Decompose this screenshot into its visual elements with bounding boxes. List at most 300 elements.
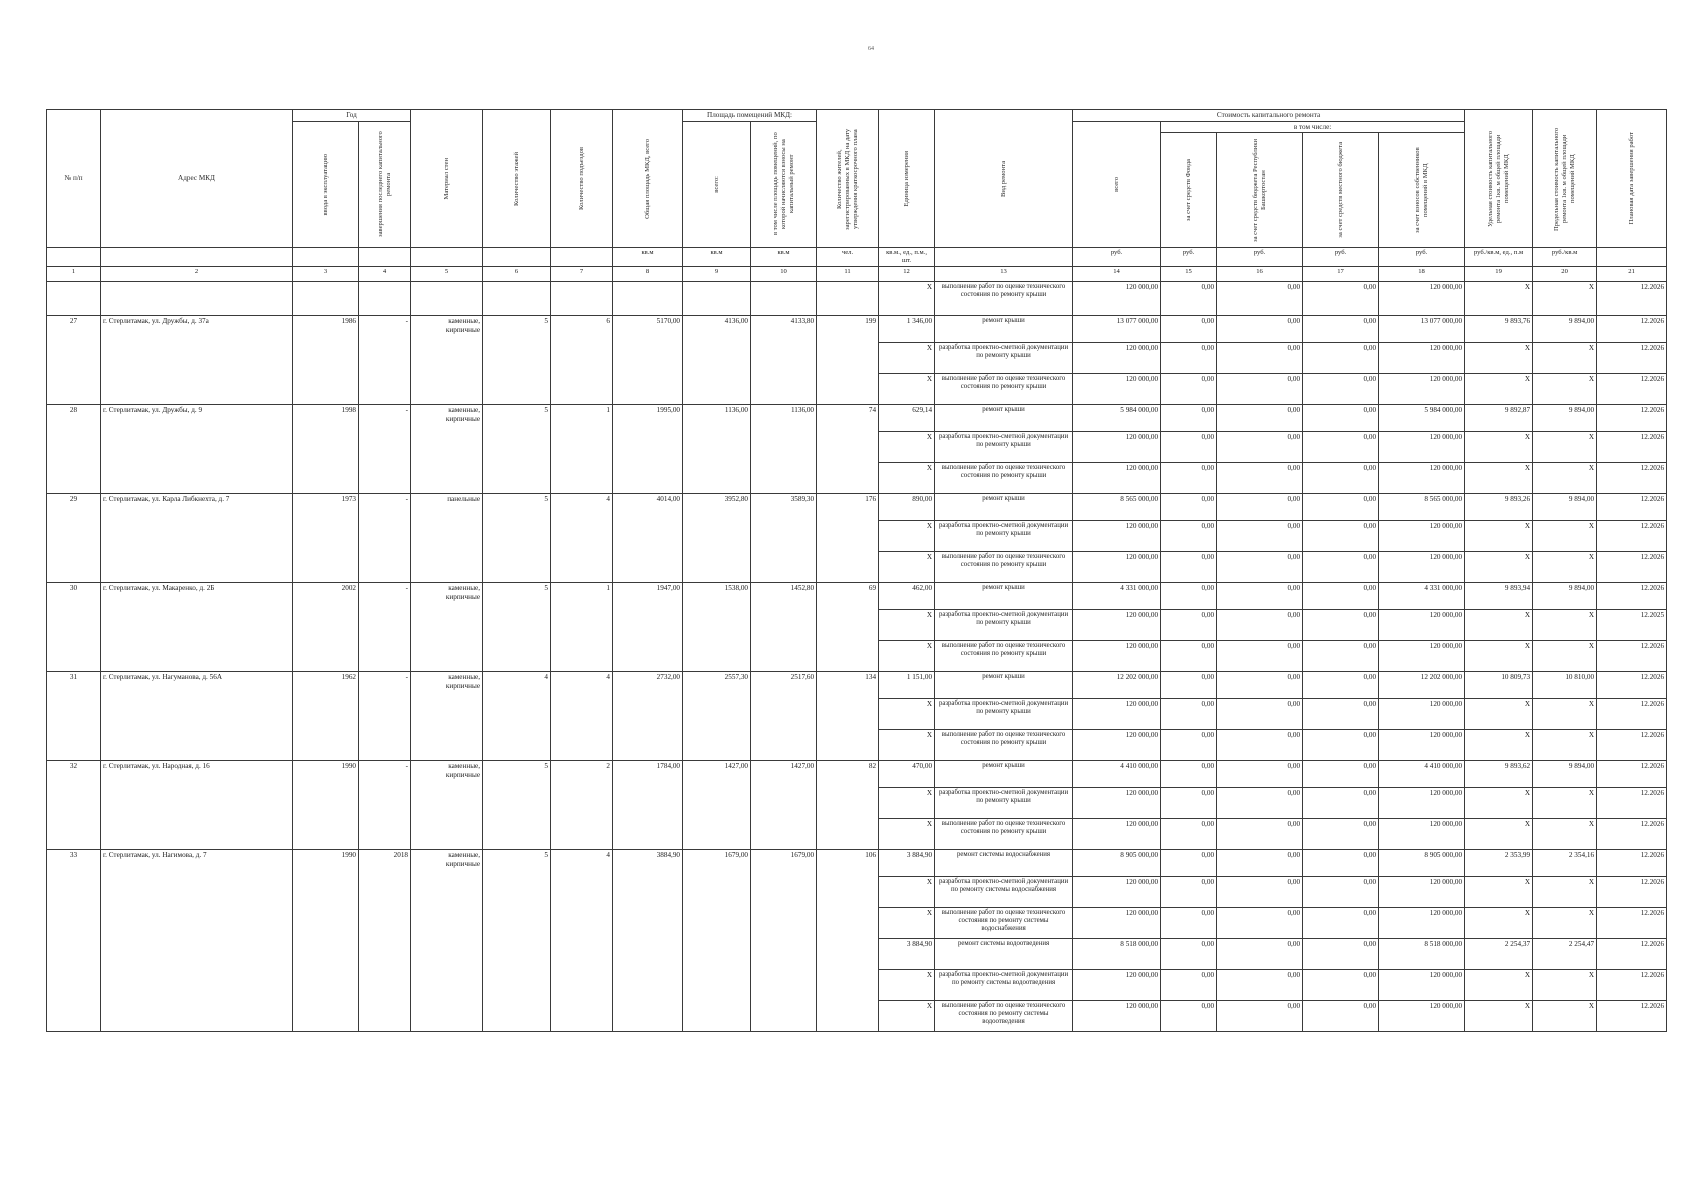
- work-unit-value: X: [879, 374, 935, 405]
- wall-material: каменные, кирпичные: [411, 761, 483, 850]
- header-cost-local: за счет средств местного бюджета: [1303, 133, 1379, 248]
- table-row: [47, 583, 1667, 610]
- table-row: [47, 494, 1667, 521]
- deadline-date: 12.2026: [1597, 699, 1667, 730]
- work-unit-value: X: [879, 908, 935, 939]
- year-last-repair: -: [359, 583, 411, 672]
- residents-count: 69: [817, 583, 879, 672]
- specific-cost: 10 809,73: [1465, 672, 1533, 699]
- cost-total: 120 000,00: [1073, 641, 1161, 672]
- cost-fund: 0,00: [1161, 1001, 1217, 1032]
- work-unit-value: 462,00: [879, 583, 935, 610]
- cost-republic: 0,00: [1217, 463, 1303, 494]
- header-premises-group: Площадь помещений МКД:: [683, 110, 817, 122]
- entrances-count: 6: [551, 316, 613, 405]
- floors-count: 5: [483, 494, 551, 583]
- limit-cost: 9 894,00: [1533, 761, 1597, 788]
- cost-republic: 0,00: [1217, 877, 1303, 908]
- year-last-repair: -: [359, 761, 411, 850]
- entrances-count: 4: [551, 494, 613, 583]
- cost-local: 0,00: [1303, 583, 1379, 610]
- total-area: 1995,00: [613, 405, 683, 494]
- header-year-commission: ввода в эксплуатацию: [293, 121, 359, 248]
- cost-fund: 0,00: [1161, 343, 1217, 374]
- limit-cost: X: [1533, 1001, 1597, 1032]
- floors-count: 5: [483, 405, 551, 494]
- cost-republic: 0,00: [1217, 405, 1303, 432]
- cost-owners: 120 000,00: [1379, 641, 1465, 672]
- cost-local: 0,00: [1303, 552, 1379, 583]
- table-row: [47, 761, 1667, 788]
- work-unit-value: X: [879, 819, 935, 850]
- deadline-date: 12.2026: [1597, 761, 1667, 788]
- deadline-date: 12.2025: [1597, 610, 1667, 641]
- work-type: выполнение работ по оценке технического состояния по ремонту крыши: [935, 463, 1073, 494]
- specific-cost: X: [1465, 641, 1533, 672]
- house-block: [47, 850, 1667, 1032]
- deadline-date: 12.2026: [1597, 316, 1667, 343]
- repair-plan-table: [46, 109, 1667, 1032]
- cost-republic: 0,00: [1217, 1001, 1303, 1032]
- specific-cost: 2 254,37: [1465, 939, 1533, 970]
- cost-fund: 0,00: [1161, 432, 1217, 463]
- deadline-date: 12.2026: [1597, 494, 1667, 521]
- limit-cost: X: [1533, 343, 1597, 374]
- limit-cost: X: [1533, 970, 1597, 1001]
- work-type: разработка проектно-сметной документации по ремонту крыши: [935, 343, 1073, 374]
- work-unit-value: X: [879, 552, 935, 583]
- cost-fund: 0,00: [1161, 374, 1217, 405]
- total-area: 3884,90: [613, 850, 683, 1032]
- header-entrances: Количество подъездов: [551, 110, 613, 248]
- cost-local: 0,00: [1303, 730, 1379, 761]
- header-cost-republic: за счет средств бюджета Республики Башкортостан: [1217, 133, 1303, 248]
- cost-fund: 0,00: [1161, 699, 1217, 730]
- header-floors: Количество этажей: [483, 110, 551, 248]
- deadline-date: 12.2026: [1597, 463, 1667, 494]
- year-commission: 1998: [293, 405, 359, 494]
- header-year-last-repair: завершения последнего капитального ремонта: [359, 121, 411, 248]
- cost-owners: 5 984 000,00: [1379, 405, 1465, 432]
- carryover-row: X выполнение работ по оценке технического состояния по ремонту крыши 120 000,00 0,00 0,00 0,00 120 000,00 X X 12.2026: [47, 282, 1667, 316]
- cost-local: 0,00: [1303, 405, 1379, 432]
- header-premises-owned: в том числе площадь помещений, по которой начисляются взносы на капитальный ремонт: [751, 121, 817, 248]
- header-cost-owners: за счет взносов собственников помещений в МКД: [1379, 133, 1465, 248]
- cost-republic: 0,00: [1217, 970, 1303, 1001]
- limit-cost: 9 894,00: [1533, 583, 1597, 610]
- year-commission: 1962: [293, 672, 359, 761]
- table-row: [47, 850, 1667, 877]
- work-unit-value: 3 884,90: [879, 939, 935, 970]
- cost-total: 120 000,00: [1073, 1001, 1161, 1032]
- work-type: разработка проектно-сметной документации по ремонту крыши: [935, 699, 1073, 730]
- cost-fund: 0,00: [1161, 316, 1217, 343]
- cost-local: 0,00: [1303, 761, 1379, 788]
- limit-cost: 2 254,47: [1533, 939, 1597, 970]
- cost-owners: 120 000,00: [1379, 610, 1465, 641]
- cost-owners: 120 000,00: [1379, 788, 1465, 819]
- cost-republic: 0,00: [1217, 610, 1303, 641]
- cost-republic: 0,00: [1217, 583, 1303, 610]
- wall-material: каменные, кирпичные: [411, 672, 483, 761]
- deadline-date: 12.2026: [1597, 405, 1667, 432]
- cost-republic: 0,00: [1217, 850, 1303, 877]
- cost-fund: 0,00: [1161, 970, 1217, 1001]
- specific-cost: X: [1465, 343, 1533, 374]
- limit-cost: 9 894,00: [1533, 405, 1597, 432]
- work-type: выполнение работ по оценке технического состояния по ремонту крыши: [935, 552, 1073, 583]
- work-type: ремонт системы водоснабжения: [935, 850, 1073, 877]
- cost-owners: 120 000,00: [1379, 432, 1465, 463]
- specific-cost: 9 893,94: [1465, 583, 1533, 610]
- limit-cost: X: [1533, 908, 1597, 939]
- specific-cost: X: [1465, 970, 1533, 1001]
- work-unit-value: X: [879, 970, 935, 1001]
- house-block: [47, 761, 1667, 850]
- cost-total: 4 410 000,00: [1073, 761, 1161, 788]
- cost-total: 120 000,00: [1073, 970, 1161, 1001]
- total-area: 2732,00: [613, 672, 683, 761]
- entrances-count: 2: [551, 761, 613, 850]
- total-area: 5170,00: [613, 316, 683, 405]
- cost-local: 0,00: [1303, 939, 1379, 970]
- floors-count: 5: [483, 316, 551, 405]
- limit-cost: X: [1533, 610, 1597, 641]
- house-address: г. Стерлитамак, ул. Нагуманова, д. 56А: [101, 672, 293, 761]
- cost-republic: 0,00: [1217, 494, 1303, 521]
- total-area: 1784,00: [613, 761, 683, 850]
- cost-total: 120 000,00: [1073, 521, 1161, 552]
- specific-cost: X: [1465, 819, 1533, 850]
- limit-cost: 9 894,00: [1533, 316, 1597, 343]
- cost-total: 8 518 000,00: [1073, 939, 1161, 970]
- work-type: ремонт крыши: [935, 494, 1073, 521]
- specific-cost: X: [1465, 374, 1533, 405]
- work-unit-value: 470,00: [879, 761, 935, 788]
- work-type: ремонт крыши: [935, 761, 1073, 788]
- cost-owners: 8 905 000,00: [1379, 850, 1465, 877]
- cost-fund: 0,00: [1161, 730, 1217, 761]
- premises-owned-area: 1679,00: [751, 850, 817, 1032]
- cost-total: 120 000,00: [1073, 699, 1161, 730]
- limit-cost: X: [1533, 730, 1597, 761]
- cost-local: 0,00: [1303, 1001, 1379, 1032]
- cost-republic: 0,00: [1217, 343, 1303, 374]
- limit-cost: X: [1533, 552, 1597, 583]
- total-area: 1947,00: [613, 583, 683, 672]
- wall-material: каменные, кирпичные: [411, 583, 483, 672]
- work-unit-value: X: [879, 432, 935, 463]
- premises-owned-area: 3589,30: [751, 494, 817, 583]
- cost-local: 0,00: [1303, 432, 1379, 463]
- cost-owners: 120 000,00: [1379, 521, 1465, 552]
- deadline-date: 12.2026: [1597, 552, 1667, 583]
- cost-owners: 8 518 000,00: [1379, 939, 1465, 970]
- year-commission: 1990: [293, 761, 359, 850]
- cost-owners: 4 410 000,00: [1379, 761, 1465, 788]
- deadline-date: 12.2026: [1597, 730, 1667, 761]
- residents-count: 199: [817, 316, 879, 405]
- cost-total: 13 077 000,00: [1073, 316, 1161, 343]
- limit-cost: X: [1533, 521, 1597, 552]
- year-last-repair: 2018: [359, 850, 411, 1032]
- row-number: 31: [47, 672, 101, 761]
- cost-total: 4 331 000,00: [1073, 583, 1161, 610]
- table-row: [47, 316, 1667, 343]
- limit-cost: 2 354,16: [1533, 850, 1597, 877]
- deadline-date: 12.2026: [1597, 432, 1667, 463]
- deadline-date: 12.2026: [1597, 374, 1667, 405]
- work-unit-value: 890,00: [879, 494, 935, 521]
- year-last-repair: -: [359, 405, 411, 494]
- row-number: 28: [47, 405, 101, 494]
- units-row: кв.м кв.м кв.м чел. кв.м., ед., п.м., шт. руб. руб. руб. руб. руб. руб./кв.м, ед., п.м руб./кв.м: [47, 248, 1667, 267]
- work-unit-value: X: [879, 877, 935, 908]
- work-type: разработка проектно-сметной документации по ремонту системы водоотведения: [935, 970, 1073, 1001]
- specific-cost: X: [1465, 908, 1533, 939]
- premises-area: 1538,00: [683, 583, 751, 672]
- row-number: 33: [47, 850, 101, 1032]
- header-walls: Материал стен: [411, 110, 483, 248]
- house-address: г. Стерлитамак, ул. Народная, д. 16: [101, 761, 293, 850]
- deadline-date: 12.2026: [1597, 788, 1667, 819]
- work-type: ремонт крыши: [935, 583, 1073, 610]
- cost-republic: 0,00: [1217, 374, 1303, 405]
- header-cost-group: Стоимость капитального ремонта: [1073, 110, 1465, 122]
- cost-local: 0,00: [1303, 641, 1379, 672]
- entrances-count: 4: [551, 850, 613, 1032]
- premises-area: 1136,00: [683, 405, 751, 494]
- limit-cost: X: [1533, 641, 1597, 672]
- year-last-repair: -: [359, 672, 411, 761]
- cost-owners: 4 331 000,00: [1379, 583, 1465, 610]
- cost-local: 0,00: [1303, 374, 1379, 405]
- floors-count: 5: [483, 583, 551, 672]
- cost-fund: 0,00: [1161, 850, 1217, 877]
- cost-fund: 0,00: [1161, 761, 1217, 788]
- cost-local: 0,00: [1303, 521, 1379, 552]
- specific-cost: 9 893,62: [1465, 761, 1533, 788]
- cost-republic: 0,00: [1217, 730, 1303, 761]
- cost-total: 120 000,00: [1073, 552, 1161, 583]
- premises-area: 3952,80: [683, 494, 751, 583]
- house-address: г. Стерлитамак, ул. Дружбы, д. 9: [101, 405, 293, 494]
- year-commission: 1986: [293, 316, 359, 405]
- cost-local: 0,00: [1303, 819, 1379, 850]
- cost-fund: 0,00: [1161, 610, 1217, 641]
- specific-cost: X: [1465, 432, 1533, 463]
- deadline-date: 12.2026: [1597, 343, 1667, 374]
- header-num: № п/п: [47, 110, 101, 248]
- limit-cost: X: [1533, 699, 1597, 730]
- work-type: выполнение работ по оценке технического состояния по ремонту системы водоотведения: [935, 1001, 1073, 1032]
- work-unit-value: X: [879, 730, 935, 761]
- cost-fund: 0,00: [1161, 552, 1217, 583]
- header-premises-total: всего:: [683, 121, 751, 248]
- cost-total: 8 565 000,00: [1073, 494, 1161, 521]
- deadline-date: 12.2026: [1597, 970, 1667, 1001]
- residents-count: 134: [817, 672, 879, 761]
- premises-area: 2557,30: [683, 672, 751, 761]
- deadline-date: 12.2026: [1597, 521, 1667, 552]
- row-number: 32: [47, 761, 101, 850]
- cost-owners: 120 000,00: [1379, 374, 1465, 405]
- limit-cost: X: [1533, 374, 1597, 405]
- cost-owners: 120 000,00: [1379, 877, 1465, 908]
- work-type: выполнение работ по оценке технического состояния по ремонту крыши: [935, 374, 1073, 405]
- cost-owners: 8 565 000,00: [1379, 494, 1465, 521]
- cost-fund: 0,00: [1161, 819, 1217, 850]
- cost-owners: 12 202 000,00: [1379, 672, 1465, 699]
- cost-republic: 0,00: [1217, 521, 1303, 552]
- cost-fund: 0,00: [1161, 877, 1217, 908]
- cost-fund: 0,00: [1161, 672, 1217, 699]
- page-number: 64: [868, 46, 874, 52]
- residents-count: 82: [817, 761, 879, 850]
- house-block: [47, 494, 1667, 583]
- premises-owned-area: 1427,00: [751, 761, 817, 850]
- column-numbers-row: 1 2 3 4 5 6 7 8 9 10 11 12 13 14 15 16 17 18 19 20 21: [47, 267, 1667, 282]
- premises-owned-area: 1452,80: [751, 583, 817, 672]
- specific-cost: 9 893,26: [1465, 494, 1533, 521]
- floors-count: 5: [483, 761, 551, 850]
- work-type: выполнение работ по оценке технического состояния по ремонту крыши: [935, 819, 1073, 850]
- work-unit-value: X: [879, 610, 935, 641]
- entrances-count: 4: [551, 672, 613, 761]
- cost-owners: 120 000,00: [1379, 908, 1465, 939]
- work-unit-value: X: [879, 343, 935, 374]
- house-address: г. Стерлитамак, ул. Дружбы, д. 37а: [101, 316, 293, 405]
- cost-total: 120 000,00: [1073, 610, 1161, 641]
- cost-fund: 0,00: [1161, 463, 1217, 494]
- work-type: выполнение работ по оценке технического состояния по ремонту крыши: [935, 730, 1073, 761]
- cost-owners: 120 000,00: [1379, 819, 1465, 850]
- deadline-date: 12.2026: [1597, 908, 1667, 939]
- cost-fund: 0,00: [1161, 908, 1217, 939]
- house-address: г. Стерлитамак, ул. Нагимова, д. 7: [101, 850, 293, 1032]
- house-block: [47, 405, 1667, 494]
- cost-total: 12 202 000,00: [1073, 672, 1161, 699]
- cost-fund: 0,00: [1161, 405, 1217, 432]
- cost-total: 120 000,00: [1073, 343, 1161, 374]
- cost-owners: 120 000,00: [1379, 1001, 1465, 1032]
- deadline-date: 12.2026: [1597, 641, 1667, 672]
- work-type: разработка проектно-сметной документации по ремонту системы водоснабжения: [935, 877, 1073, 908]
- header-unit: Единица измерения: [879, 110, 935, 248]
- specific-cost: X: [1465, 552, 1533, 583]
- deadline-date: 12.2026: [1597, 1001, 1667, 1032]
- cost-fund: 0,00: [1161, 641, 1217, 672]
- cost-local: 0,00: [1303, 610, 1379, 641]
- header-work-type: Вид ремонта: [935, 110, 1073, 248]
- specific-cost: X: [1465, 610, 1533, 641]
- limit-cost: 9 894,00: [1533, 494, 1597, 521]
- work-unit-value: X: [879, 521, 935, 552]
- specific-cost: 2 353,99: [1465, 850, 1533, 877]
- cost-republic: 0,00: [1217, 552, 1303, 583]
- cost-local: 0,00: [1303, 850, 1379, 877]
- wall-material: панельные: [411, 494, 483, 583]
- work-unit-value: X: [879, 1001, 935, 1032]
- row-number: 27: [47, 316, 101, 405]
- cost-owners: 120 000,00: [1379, 730, 1465, 761]
- work-unit-value: 629,14: [879, 405, 935, 432]
- cost-total: 120 000,00: [1073, 374, 1161, 405]
- specific-cost: X: [1465, 699, 1533, 730]
- cost-local: 0,00: [1303, 343, 1379, 374]
- row-number: 29: [47, 494, 101, 583]
- year-last-repair: -: [359, 316, 411, 405]
- floors-count: 5: [483, 850, 551, 1032]
- house-address: г. Стерлитамак, ул. Макаренко, д. 2Б: [101, 583, 293, 672]
- wall-material: каменные, кирпичные: [411, 405, 483, 494]
- header-cost-fund: за счет средств Фонда: [1161, 133, 1217, 248]
- header-limit-cost: Предельная стоимость капитального ремонта 1кв. м общей площади помещений МКД: [1533, 110, 1597, 248]
- year-commission: 1973: [293, 494, 359, 583]
- deadline-date: 12.2026: [1597, 939, 1667, 970]
- cost-republic: 0,00: [1217, 316, 1303, 343]
- specific-cost: X: [1465, 1001, 1533, 1032]
- work-type: ремонт системы водоотведения: [935, 939, 1073, 970]
- header-cost-total: всего: [1073, 121, 1161, 248]
- cost-local: 0,00: [1303, 494, 1379, 521]
- cost-local: 0,00: [1303, 970, 1379, 1001]
- residents-count: 106: [817, 850, 879, 1032]
- total-area: 4014,00: [613, 494, 683, 583]
- cost-fund: 0,00: [1161, 521, 1217, 552]
- premises-owned-area: 2517,60: [751, 672, 817, 761]
- premises-owned-area: 1136,00: [751, 405, 817, 494]
- limit-cost: 10 810,00: [1533, 672, 1597, 699]
- cost-local: 0,00: [1303, 463, 1379, 494]
- table-header: [47, 110, 1667, 282]
- header-total-area: Общая площадь МКД, всего: [613, 110, 683, 248]
- work-unit-value: X: [879, 463, 935, 494]
- specific-cost: X: [1465, 877, 1533, 908]
- cost-total: 120 000,00: [1073, 432, 1161, 463]
- wall-material: каменные, кирпичные: [411, 316, 483, 405]
- work-type: выполнение работ по оценке технического состояния по ремонту крыши: [935, 641, 1073, 672]
- house-block: [47, 316, 1667, 405]
- cost-owners: 120 000,00: [1379, 552, 1465, 583]
- residents-count: 74: [817, 405, 879, 494]
- work-type: разработка проектно-сметной документации по ремонту крыши: [935, 788, 1073, 819]
- work-type: ремонт крыши: [935, 672, 1073, 699]
- cost-total: 120 000,00: [1073, 877, 1161, 908]
- work-type: ремонт крыши: [935, 316, 1073, 343]
- wall-material: каменные, кирпичные: [411, 850, 483, 1032]
- table-row: [47, 672, 1667, 699]
- cost-fund: 0,00: [1161, 583, 1217, 610]
- cost-fund: 0,00: [1161, 494, 1217, 521]
- cost-owners: 13 077 000,00: [1379, 316, 1465, 343]
- cost-republic: 0,00: [1217, 672, 1303, 699]
- work-type: выполнение работ по оценке технического состояния по ремонту системы водоснабжения: [935, 908, 1073, 939]
- work-type: разработка проектно-сметной документации по ремонту крыши: [935, 432, 1073, 463]
- specific-cost: X: [1465, 521, 1533, 552]
- entrances-count: 1: [551, 583, 613, 672]
- deadline-date: 12.2026: [1597, 819, 1667, 850]
- year-commission: 1990: [293, 850, 359, 1032]
- residents-count: 176: [817, 494, 879, 583]
- limit-cost: X: [1533, 432, 1597, 463]
- specific-cost: 9 892,87: [1465, 405, 1533, 432]
- cost-fund: 0,00: [1161, 788, 1217, 819]
- cost-republic: 0,00: [1217, 641, 1303, 672]
- premises-area: 1679,00: [683, 850, 751, 1032]
- work-unit-value: X: [879, 641, 935, 672]
- cost-republic: 0,00: [1217, 939, 1303, 970]
